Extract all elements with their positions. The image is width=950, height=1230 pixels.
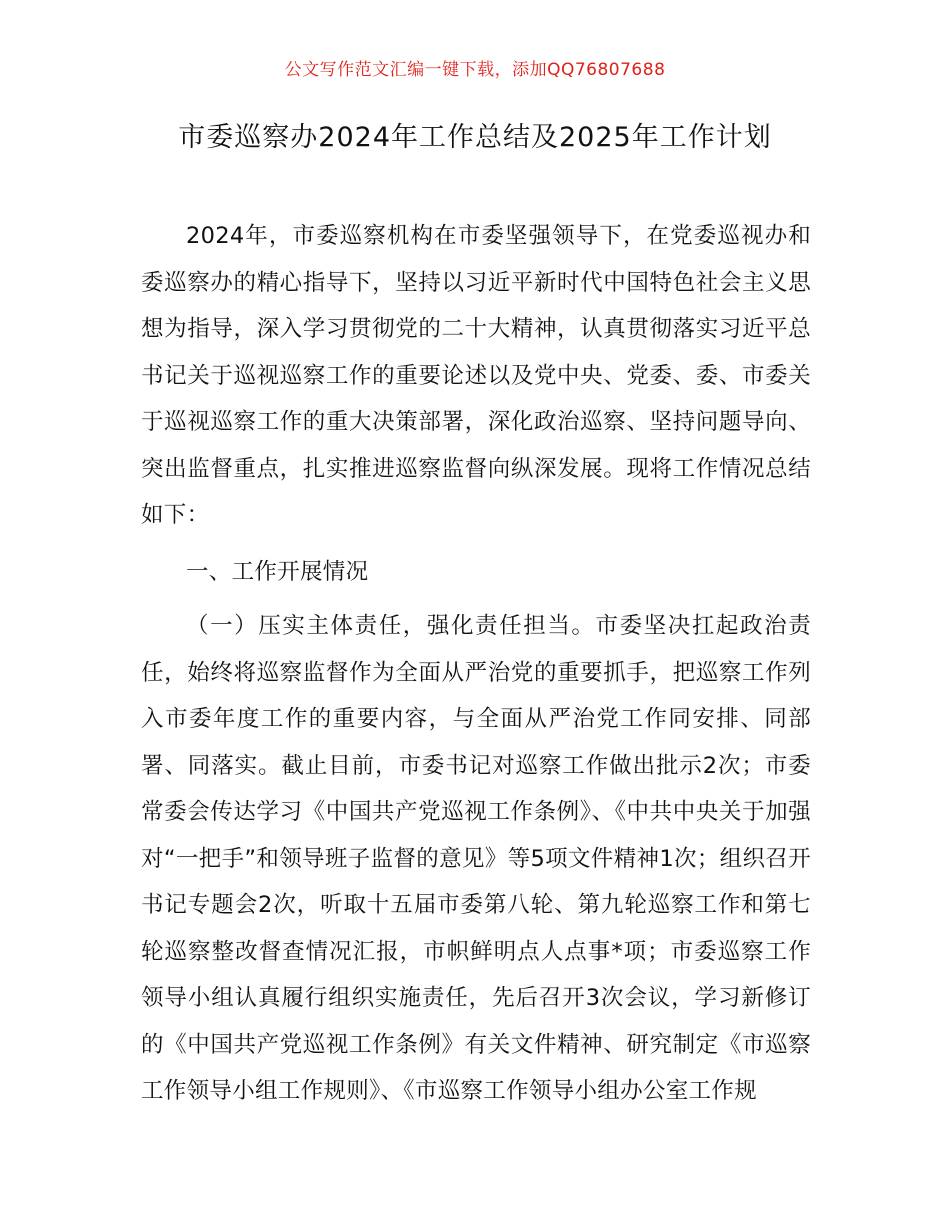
body-paragraph: （一）压实主体责任，强化责任担当。市委坚决扛起政治责任，始终将巡察监督作为全面从严治党的重要抓手，把巡察工作列入市委年度工作的重要内容，与全面从严治党工作同安排、同部署、同落实。截止目前，市委书记对巡察工作做出批示2次；市委常委会传达学习《中国共产党巡视工作条例》、《中共中央关于加强对“一把手”和领导班子监督的意见》等5项文件精神1次；组织召开书记专题会2次，听取十五届市委第八轮、第九轮巡察工作和第七轮巡察整改督查情况汇报，市帜鲜明点人点事*项；市委巡察工作领导小组认真履行组织实施责任，先后召开3次会议，学习新修订的《中国共产党巡视工作条例》有关文件精神、研究制定《市巡察工作领导小组工作规则》、《市巡察工作领导小组办公室工作规 bbox=[141, 613, 811, 1104]
document-title: 市委巡察办2024年工作总结及2025年工作计划 bbox=[178, 122, 772, 153]
section-heading: 一、工作开展情况 bbox=[186, 558, 369, 585]
document-body bbox=[141, 213, 811, 1125]
intro-paragraph: 2024年，市委巡察机构在市委坚强领导下，在党委巡视办和委巡察办的精心指导下，坚持以习近平新时代中国特色社会主义思想为指导，深入学习贯彻党的二十大精神，认真贯彻落实习近平总书记关于巡视巡察工作的重要论述以及党中央、党委、委、市委关于巡视巡察工作的重大决策部署，深化政治巡察、坚持问题导向、突出监督重点，扎实推进巡察监督向纵深发展。现将工作情况总结如下： bbox=[141, 223, 811, 528]
download-banner: 公文写作范文汇编一键下载，添加QQ76807688 bbox=[284, 60, 666, 80]
